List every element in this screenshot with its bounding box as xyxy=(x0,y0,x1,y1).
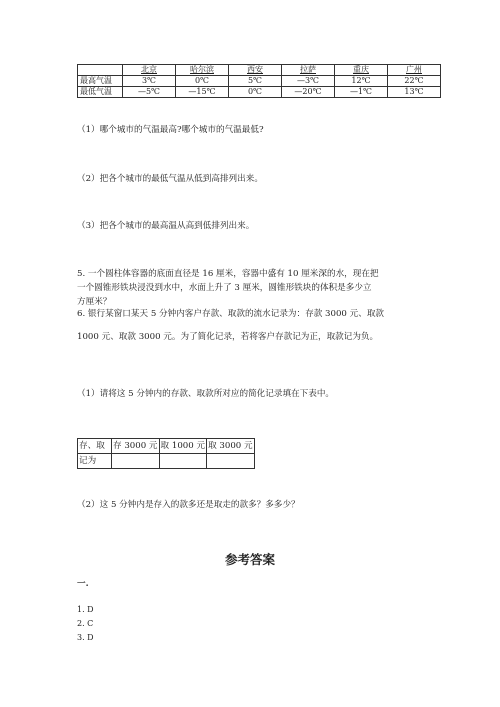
temperature-table xyxy=(77,64,441,98)
city-header: 哈尔滨 xyxy=(176,65,229,76)
row-label: 最高气温 xyxy=(78,76,123,87)
problem-6-sub-2: （2）这 5 分钟内是存入的款多还是取走的款多？多多少？ xyxy=(77,500,300,510)
table-cell: 5℃ xyxy=(229,76,282,87)
question-1: （1）哪个城市的气温最高?哪个城市的气温最低? xyxy=(77,125,264,135)
problem-6-line-2: 1000 元、取款 3000 元。为了简化记录，若将客户存款记为正，取款记为负。 xyxy=(77,332,379,342)
record-header-cell: 取 1000 元 xyxy=(159,439,207,454)
record-header-row xyxy=(78,439,255,454)
problem-5-line-2: 一个圆锥形铁块浸没到水中，水面上升了 3 厘米，圆锥形铁块的体积是多少立 xyxy=(77,283,372,293)
table-cell: —15℃ xyxy=(176,87,229,98)
table-cell: 0℃ xyxy=(176,76,229,87)
question-2: （2）把各个城市的最低气温从低到高排列出来。 xyxy=(77,174,263,184)
answers-section-label: 一. xyxy=(77,579,89,589)
table-cell: 12℃ xyxy=(335,76,388,87)
table-cell: 22℃ xyxy=(388,76,441,87)
problem-5-line-3: 方厘米？ xyxy=(77,297,112,307)
question-3: （3）把各个城市的最高温从高到低排列出来。 xyxy=(77,221,255,231)
answer-item: 2. C xyxy=(77,619,94,628)
table-corner-cell xyxy=(78,65,123,76)
record-header-cell: 取 3000 元 xyxy=(207,439,255,454)
table-header-row xyxy=(78,65,441,76)
table-cell: —20℃ xyxy=(282,87,335,98)
table-row xyxy=(78,87,441,98)
record-header-cell: 存 3000 元 xyxy=(112,439,160,454)
record-header-cell: 存、取 xyxy=(78,439,112,454)
record-row-label: 记为 xyxy=(78,454,112,469)
table-cell: 3℃ xyxy=(123,76,176,87)
problem-6-sub-1: （1）请将这 5 分钟内的存款、取款所对应的简化记录填在下表中。 xyxy=(77,389,335,399)
table-cell: —1℃ xyxy=(335,87,388,98)
record-blank-cell[interactable] xyxy=(207,454,255,469)
answer-item: 3. D xyxy=(77,633,94,642)
problem-6-line-1: 6. 银行某窗口某天 5 分钟内客户存款、取款的流水记录为：存款 3000 元、取款 xyxy=(77,309,385,319)
answers-title: 参考答案 xyxy=(224,552,275,567)
record-row xyxy=(78,454,255,469)
city-header: 北京 xyxy=(123,65,176,76)
row-label: 最低气温 xyxy=(78,87,123,98)
table-cell: —5℃ xyxy=(123,87,176,98)
city-header: 西安 xyxy=(229,65,282,76)
table-row xyxy=(78,76,441,87)
problem-5-line-1: 5. 一个圆柱体容器的底面直径是 16 厘米，容器中盛有 10 厘米深的水，现在把 xyxy=(77,269,379,279)
table-cell: —3℃ xyxy=(282,76,335,87)
answer-item: 1. D xyxy=(77,605,94,614)
record-blank-cell[interactable] xyxy=(159,454,207,469)
city-header: 广州 xyxy=(388,65,441,76)
city-header: 重庆 xyxy=(335,65,388,76)
city-header: 拉萨 xyxy=(282,65,335,76)
table-cell: 13℃ xyxy=(388,87,441,98)
record-table xyxy=(77,438,255,469)
table-cell: 0℃ xyxy=(229,87,282,98)
record-blank-cell[interactable] xyxy=(112,454,160,469)
